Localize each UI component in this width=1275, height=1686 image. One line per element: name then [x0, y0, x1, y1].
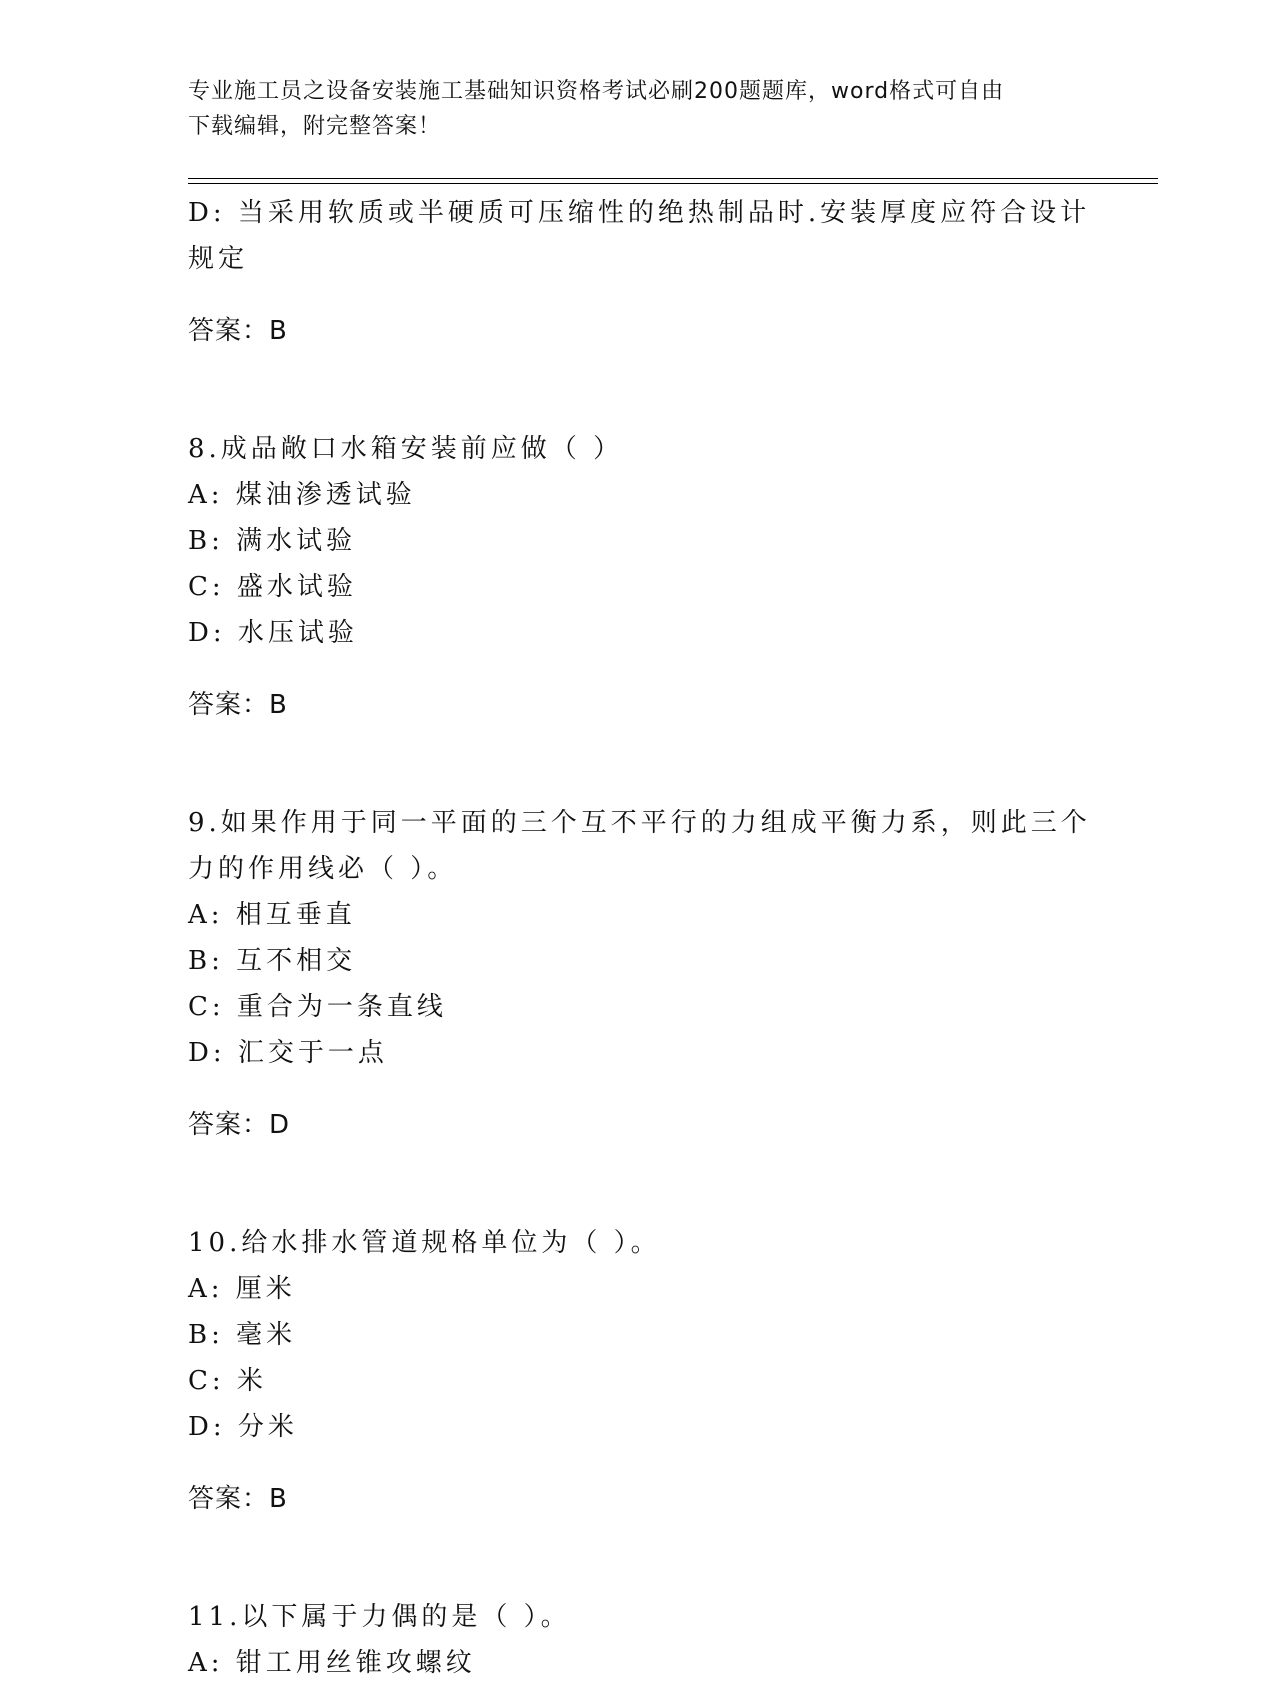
question-block-7-carryover	[188, 190, 1091, 354]
option-d: D: 分米	[188, 1412, 298, 1442]
option-d-continued: 规定	[188, 244, 249, 274]
answer-line: 答案：D	[188, 1110, 291, 1140]
question-block-10	[188, 1220, 1088, 1522]
question-stem: 11.以下属于力偶的是（ ）。	[188, 1602, 571, 1632]
question-block-9	[188, 800, 1091, 1148]
header-line-2: 下载编辑，附完整答案！	[188, 114, 442, 139]
option-b: B: 毫米	[188, 1320, 297, 1350]
question-block-11	[188, 1594, 1088, 1686]
option-b: B: 满水试验	[188, 526, 357, 556]
question-block-8	[188, 426, 1088, 728]
option-c: C: 重合为一条直线	[188, 992, 447, 1022]
option-d: D: 当采用软质或半硬质可压缩性的绝热制品时.安装厚度应符合设计	[188, 198, 1091, 228]
header-line-1: 专业施工员之设备安装施工基础知识资格考试必刷200题题库，word格式可自由	[188, 79, 1005, 104]
header-rule-bottom	[188, 183, 1158, 184]
document-header	[188, 74, 1088, 144]
option-c: C: 盛水试验	[188, 572, 357, 602]
option-a: A: 煤油渗透试验	[188, 480, 416, 510]
option-c: C: 米	[188, 1366, 267, 1396]
option-d: D: 水压试验	[188, 618, 358, 648]
question-stem: 10.给水排水管道规格单位为（ ）。	[188, 1228, 661, 1258]
answer-line: 答案：B	[188, 1484, 288, 1514]
question-stem-continued: 力的作用线必（ ）。	[188, 854, 458, 884]
question-stem: 8.成品敞口水箱安装前应做（ ）	[188, 434, 624, 464]
option-d: D: 汇交于一点	[188, 1038, 388, 1068]
option-b: B: 互不相交	[188, 946, 357, 976]
option-a: A: 厘米	[188, 1274, 296, 1304]
answer-line: 答案：B	[188, 316, 288, 346]
option-a: A: 钳工用丝锥攻螺纹	[188, 1648, 476, 1678]
option-a: A: 相互垂直	[188, 900, 356, 930]
answer-line: 答案：B	[188, 690, 288, 720]
question-list	[188, 190, 1091, 1686]
question-stem: 9.如果作用于同一平面的三个互不平行的力组成平衡力系，则此三个	[188, 808, 1091, 838]
header-rule-top	[188, 178, 1158, 179]
